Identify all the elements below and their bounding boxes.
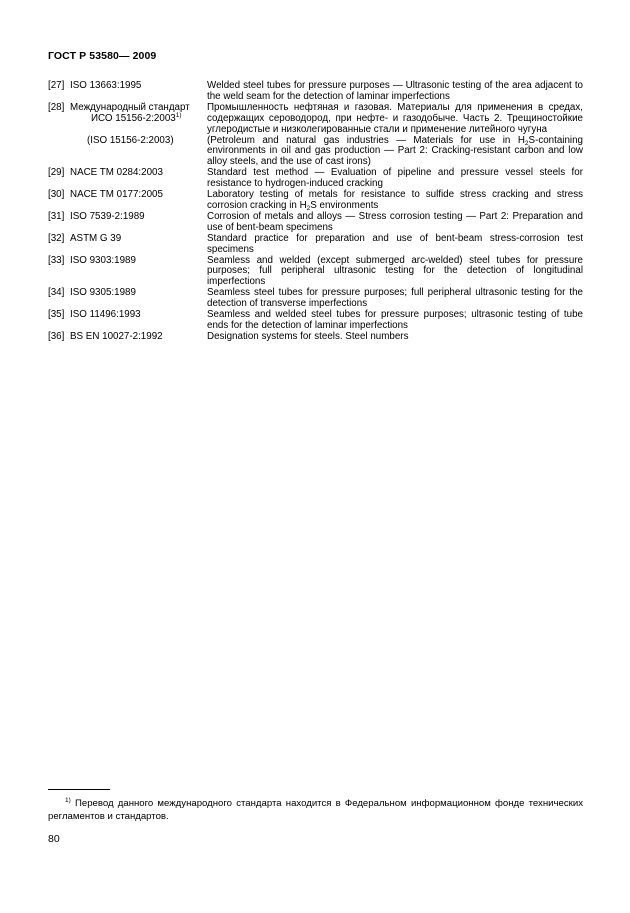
footnote-divider bbox=[48, 789, 110, 790]
reference-title: Welded steel tubes for pressure purposes — Ultrasonic testing of the area adjacent to the weld seam for the detection of laminar imperfections bbox=[207, 80, 583, 102]
reference-list bbox=[48, 81, 583, 343]
reference-number: [27] bbox=[48, 80, 65, 91]
reference-28-original bbox=[48, 136, 583, 169]
reference-number: [28] bbox=[48, 101, 65, 113]
reference-title: Промышленность нефтяная и газовая. Материалы для применения в средах, содержащих сероводород, при нефте- и газодобыче. Часть 2. Трещиностойкие углеродистые и низколегированные стали и применение литейного чугуна bbox=[207, 101, 583, 135]
reference-standard-line2: ИСО 15156-2:2003$^{1)}$ bbox=[91, 111, 182, 124]
reference-31 bbox=[48, 212, 583, 234]
reference-standard: ISO 11496:1993 bbox=[70, 309, 141, 321]
reference-title: Standard test method — Evaluation of pipeline and pressure vessel steels for resistance to hydrogen-induced cracking bbox=[207, 167, 583, 190]
reference-title: Laboratory testing of metals for resistance to sulfide stress cracking and stress corrosion cracking in $H_2S$ environments bbox=[207, 189, 583, 212]
reference-standard: BS EN 10027-2:1992 bbox=[70, 330, 163, 342]
reference-standard: ISO 9305:1989 bbox=[70, 287, 136, 299]
document-header: ГОСТ Р 53580— 2009 bbox=[48, 50, 157, 62]
reference-standard: (ISO 15156-2:2003) bbox=[87, 134, 174, 146]
reference-standard: ISO 7539-2:1989 bbox=[70, 210, 145, 222]
reference-standard: ASTM G 39 bbox=[70, 232, 122, 244]
reference-standard: NACE TM 0284:2003 bbox=[70, 167, 163, 179]
reference-number: [31] bbox=[48, 210, 65, 222]
reference-standard-line1: Международный стандарт bbox=[70, 101, 190, 113]
reference-33 bbox=[48, 256, 583, 289]
footnote-marker: 1) bbox=[65, 797, 71, 804]
reference-number: [29] bbox=[48, 167, 65, 179]
reference-title: Standard practice for preparation and use of bent-beam stress-corrosion test specimens bbox=[207, 232, 583, 255]
reference-number: [36] bbox=[48, 330, 65, 342]
reference-35 bbox=[48, 310, 583, 332]
footnote-marker: 1) bbox=[175, 111, 182, 119]
reference-standard: NACE TM 0177:2005 bbox=[70, 189, 163, 201]
reference-title: Seamless steel tubes for pressure purposes; full peripheral ultrasonic testing for the detection of transverse imperfections bbox=[207, 287, 583, 310]
reference-28 bbox=[48, 103, 583, 136]
reference-title: Seamless and welded (except submerged arc-welded) steel tubes for pressure purposes; full peripheral ultrasonic testing for the detection of longitudinal imperfections bbox=[207, 254, 583, 288]
page-number: 80 bbox=[48, 833, 60, 845]
reference-standard: ISO 9303:1989 bbox=[70, 254, 136, 266]
reference-32 bbox=[48, 234, 583, 256]
reference-number: [33] bbox=[48, 254, 65, 266]
reference-27 bbox=[48, 81, 583, 103]
reference-number: [35] bbox=[48, 309, 65, 321]
reference-title: (Petroleum and natural gas industries — Materials for use in $H_2S$-containing environments in oil and gas production — Part 2: Cracking-resistant carbon and low alloy steels, and the use of cast irons) bbox=[207, 134, 583, 168]
reference-29 bbox=[48, 168, 583, 190]
reference-number: [32] bbox=[48, 232, 65, 244]
reference-number: [30] bbox=[48, 189, 65, 201]
reference-number: [34] bbox=[48, 287, 65, 299]
reference-34 bbox=[48, 288, 583, 310]
reference-30 bbox=[48, 190, 583, 212]
footnote-text: Перевод данного международного стандарта находится в Федеральном информационном фонде технических регламентов и стандартов. bbox=[48, 798, 583, 822]
reference-title: Seamless and welded steel tubes for pressure purposes; ultrasonic testing of tube ends for the detection of laminar imperfections bbox=[207, 309, 583, 331]
reference-title: Corrosion of metals and alloys — Stress corrosion testing — Part 2: Preparation and use of bent-beam specimens bbox=[207, 210, 583, 233]
reference-number bbox=[48, 136, 70, 169]
reference-standard: ISO 13663:1995 bbox=[70, 80, 142, 91]
reference-title: Designation systems for steels. Steel numbers bbox=[207, 330, 409, 342]
footnote bbox=[48, 797, 583, 823]
reference-36 bbox=[48, 332, 583, 343]
reference-standard bbox=[70, 103, 207, 136]
